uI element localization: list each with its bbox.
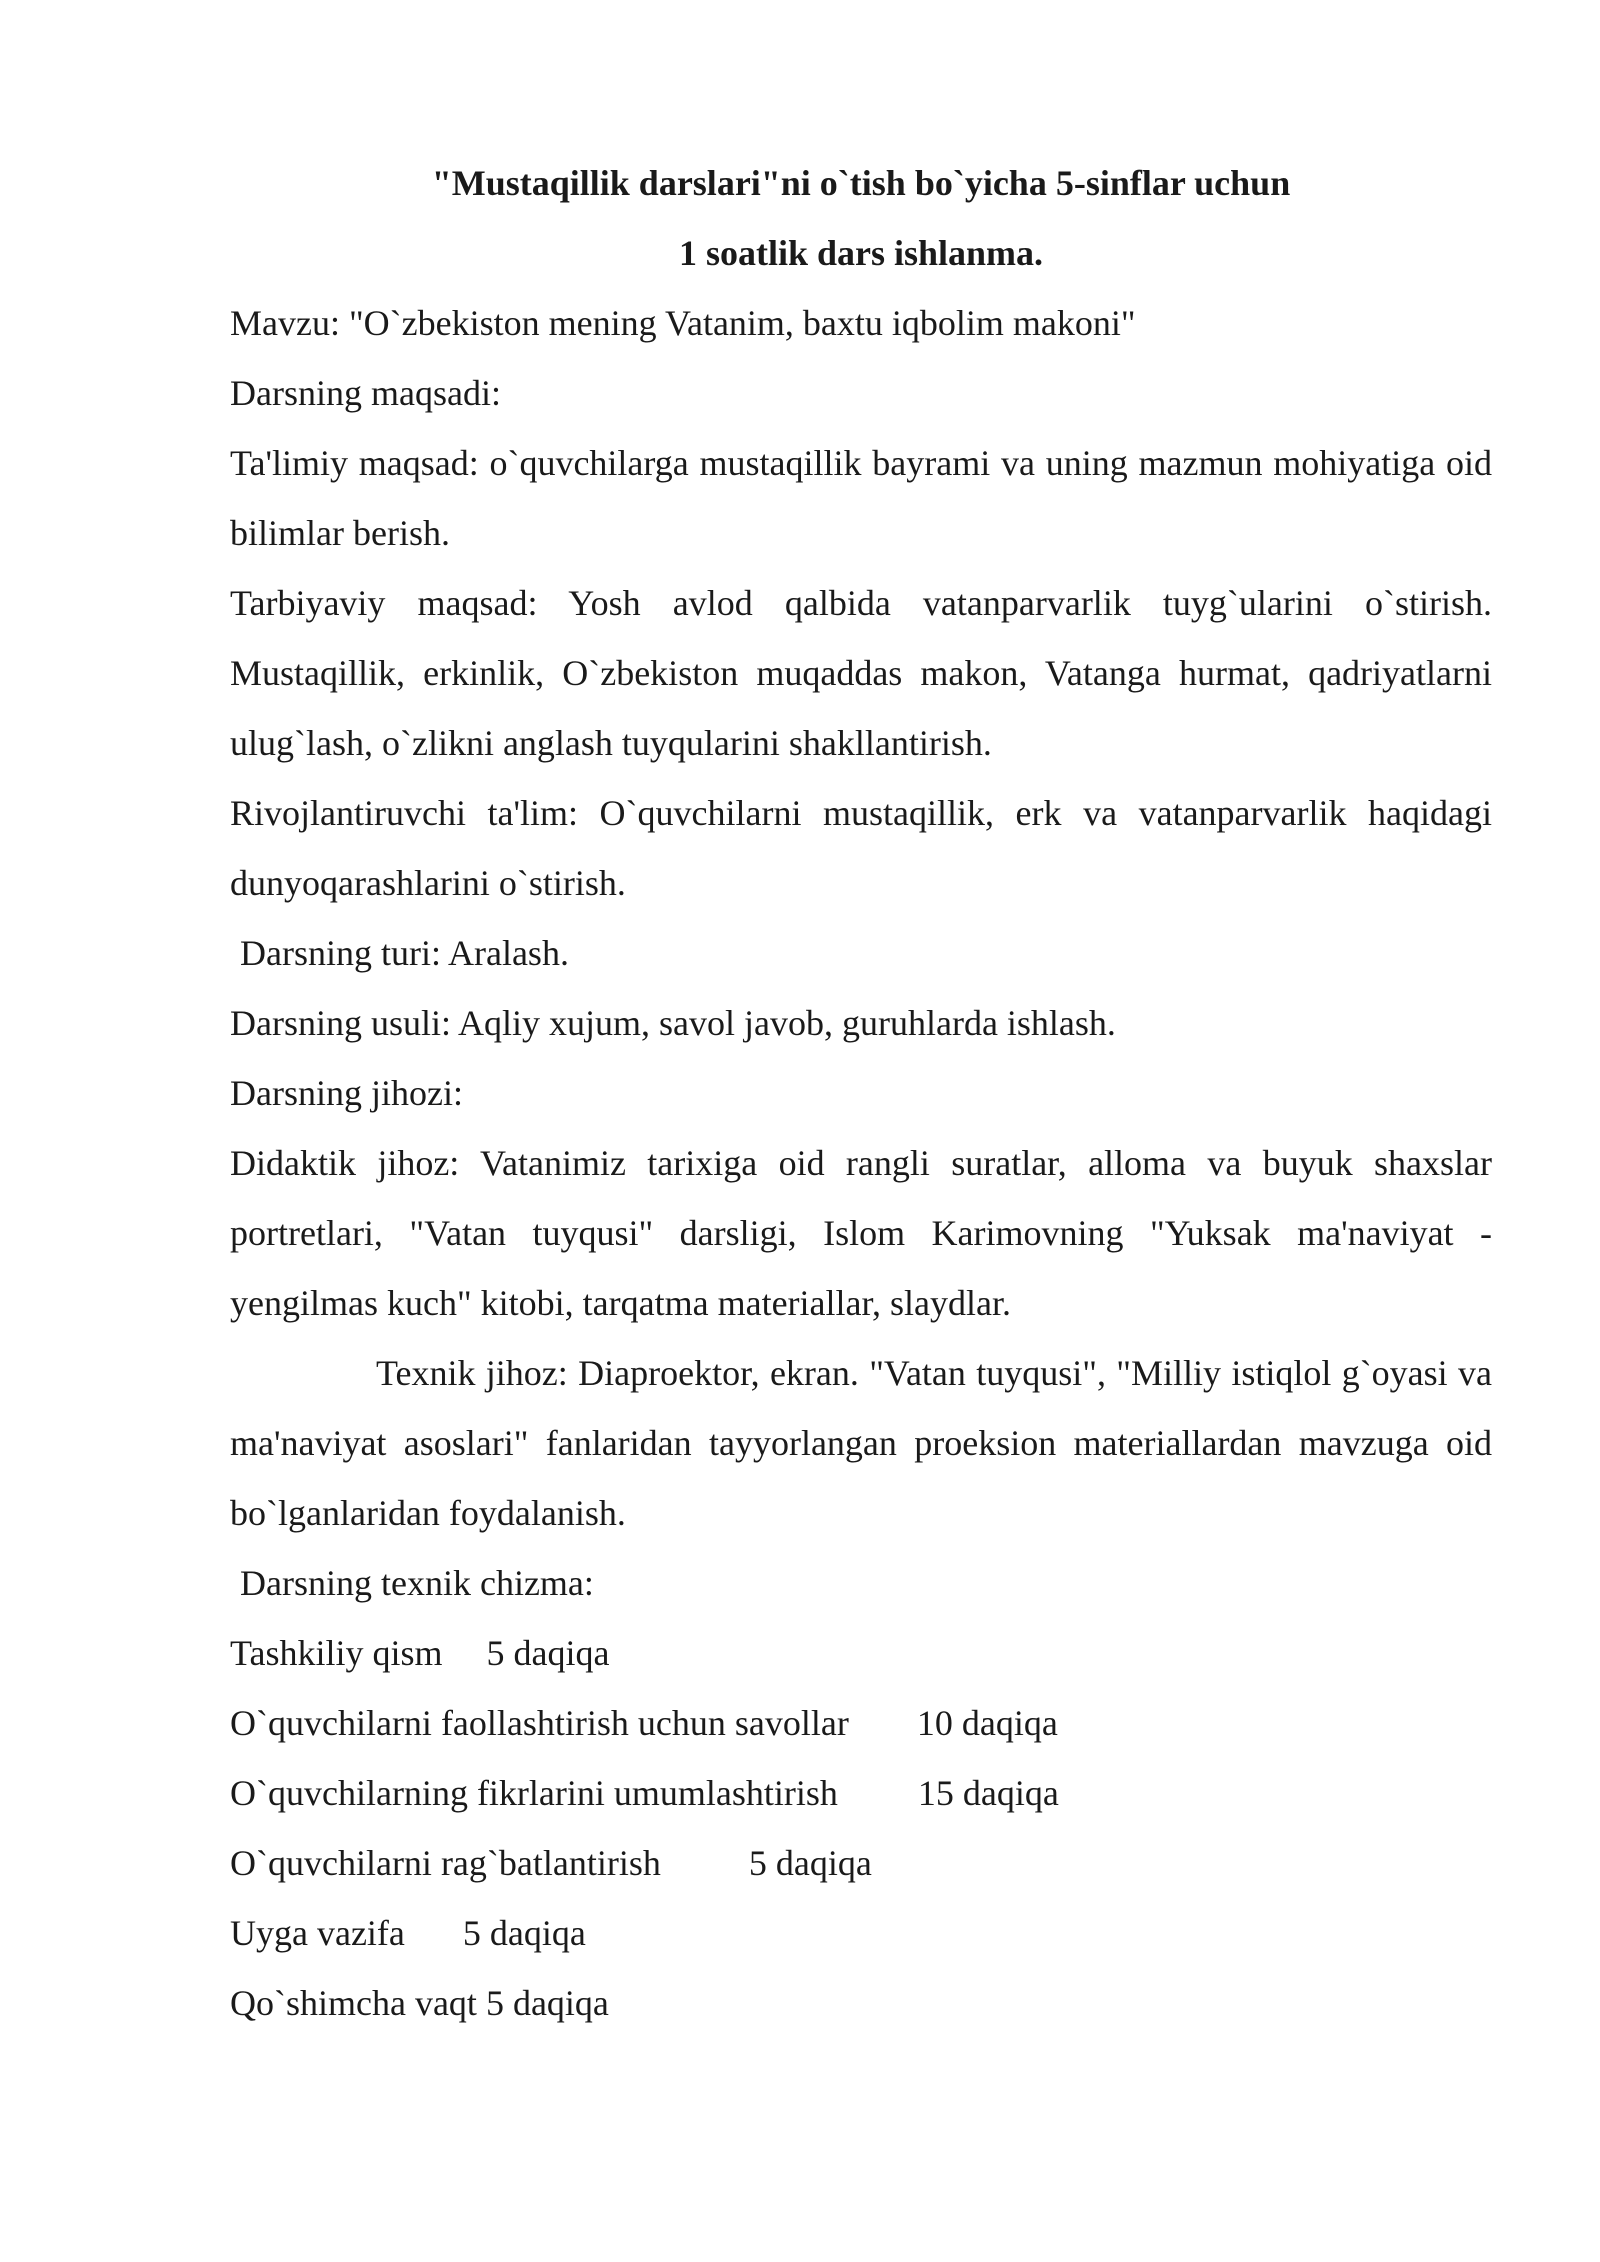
lesson-schedule xyxy=(230,1618,1492,2038)
document-body xyxy=(230,148,1492,2038)
schedule-time: 10 daqiqa xyxy=(916,1703,1058,1743)
lesson-type: Darsning turi: Aralash. xyxy=(240,933,569,973)
schedule-label: Uyga vazifa xyxy=(230,1913,405,1953)
document-title-line-1: "Mustaqillik darslari"ni o`tish bo`yicha 5-sinflar uchun xyxy=(431,163,1291,203)
schedule-time: 5 daqiqa xyxy=(748,1843,872,1883)
schedule-time: 5 daqiqa xyxy=(486,1633,610,1673)
schedule-time: 5 daqiqa xyxy=(462,1913,586,1953)
schedule-row xyxy=(230,1688,1492,1758)
equipment-heading: Darsning jihozi: xyxy=(230,1073,463,1113)
schedule-label: O`quvchilarni rag`batlantirish xyxy=(230,1843,661,1883)
document-title-line-2: 1 soatlik dars ishlanma. xyxy=(678,233,1044,273)
schedule-time: 15 daqiqa xyxy=(917,1773,1059,1813)
schedule-row xyxy=(230,1898,1492,1968)
schedule-label: Tashkiliy qism xyxy=(230,1633,443,1673)
developmental-goal: Rivojlantiruvchi ta'lim: O`quvchilarni mustaqillik, erk va vatanparvarlik haqidagi dunyoqarashlarini o`stirish. xyxy=(230,793,1492,903)
schedule-label: O`quvchilarni faollashtirish uchun savollar xyxy=(230,1703,849,1743)
goal-heading: Darsning maqsadi: xyxy=(230,373,501,413)
schedule-time: 5 daqiqa xyxy=(485,1983,609,2023)
schedule-heading: Darsning texnik chizma: xyxy=(240,1563,594,1603)
upbringing-goal: Tarbiyaviy maqsad: Yosh avlod qalbida vatanparvarlik tuyg`ularini o`stirish. Mustaqillik, erkinlik, O`zbekiston muqaddas makon, Vatanga hurmat, qadriyatlarni ulug`lash, o`zlikni anglash tuyqularini shakllantirish. xyxy=(230,583,1492,763)
schedule-row xyxy=(230,1618,1492,1688)
lesson-method: Darsning usuli: Aqliy xujum, savol javob, guruhlarda ishlash. xyxy=(230,1003,1116,1043)
lesson-topic: Mavzu: "O`zbekiston mening Vatanim, baxtu iqbolim makoni" xyxy=(230,303,1136,343)
schedule-label: O`quvchilarning fikrlarini umumlashtirish xyxy=(230,1773,838,1813)
schedule-row xyxy=(230,1828,1492,1898)
schedule-label: Qo`shimcha vaqt xyxy=(230,1983,477,2023)
schedule-row xyxy=(230,1968,1492,2038)
technical-equipment: Texnik jihoz: Diaproektor, ekran. "Vatan tuyqusi", "Milliy istiqlol g`oyasi va ma'naviyat asoslari" fanlaridan tayyorlangan proeksion materiallardan mavzuga oid bo`lganlaridan foydalanish. xyxy=(230,1353,1492,1533)
schedule-row xyxy=(230,1758,1492,1828)
educational-goal: Ta'limiy maqsad: o`quvchilarga mustaqillik bayrami va uning mazmun mohiyatiga oid bilimlar berish. xyxy=(230,443,1492,553)
didactic-equipment: Didaktik jihoz: Vatanimiz tarixiga oid rangli suratlar, alloma va buyuk shaxslar portretlari, "Vatan tuyqusi" darsligi, Islom Karimovning "Yuksak ma'naviyat - yengilmas kuch" kitobi, tarqatma materiallar, slaydlar. xyxy=(230,1143,1492,1323)
